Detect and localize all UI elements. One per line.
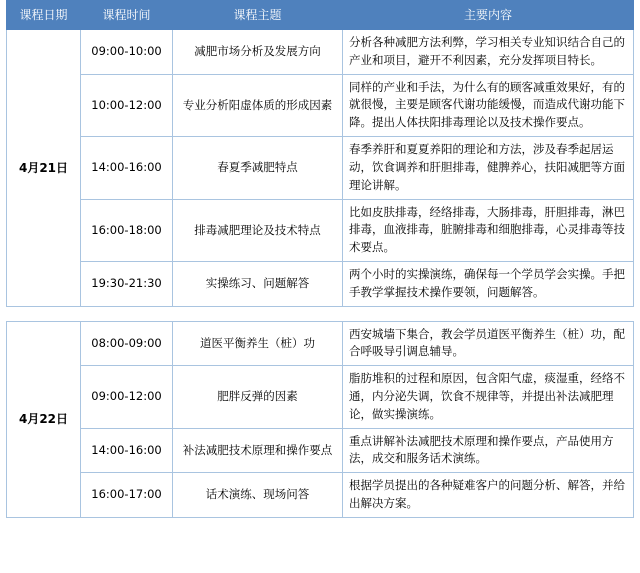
table-row <box>7 321 634 366</box>
date-cell-day2: 4月22日 <box>7 321 81 517</box>
table-row <box>7 199 634 261</box>
content-cell: 重点讲解补法减肥技术原理和操作要点，产品使用方法，成交和服务话术演练。 <box>343 428 634 473</box>
content-cell: 西安城墙下集合，教会学员道医平衡养生（桩）功，配合呼吸导引调息辅导。 <box>343 321 634 366</box>
topic-cell: 补法减肥技术原理和操作要点 <box>173 428 343 473</box>
content-cell: 春季养肝和夏夏养阳的理论和方法，涉及春季起居运动，饮食调养和肝胆排毒，健脾养心，扶阳减肥等方面理论讲解。 <box>343 137 634 199</box>
table-row <box>7 74 634 136</box>
topic-cell: 实操练习、问题解答 <box>173 261 343 306</box>
time-cell: 09:00-12:00 <box>81 366 173 428</box>
date-cell-day1: 4月21日 <box>7 30 81 307</box>
content-cell: 两个小时的实操演练，确保每一个学员学会实操。手把手教学掌握技术操作要领，问题解答。 <box>343 261 634 306</box>
time-cell: 14:00-16:00 <box>81 137 173 199</box>
time-cell: 16:00-17:00 <box>81 473 173 518</box>
time-cell: 16:00-18:00 <box>81 199 173 261</box>
content-cell: 同样的产业和手法，为什么有的顾客减重效果好，有的就很慢，主要是顾客代谢功能缓慢，而造成代谢功能下降。提出人体扶阳排毒理论以及技术操作要点。 <box>343 74 634 136</box>
table-row <box>7 473 634 518</box>
table-row <box>7 428 634 473</box>
header-course-time: 课程时间 <box>81 1 173 30</box>
content-cell: 根据学员提出的各种疑难客户的问题分析、解答，并给出解决方案。 <box>343 473 634 518</box>
table-row <box>7 137 634 199</box>
content-cell: 比如皮肤排毒，经络排毒，大肠排毒，肝胆排毒，淋巴排毒，血液排毒，脏腑排毒和细胞排毒，心灵排毒等技术要点。 <box>343 199 634 261</box>
time-cell: 14:00-16:00 <box>81 428 173 473</box>
topic-cell: 专业分析阳虚体质的形成因素 <box>173 74 343 136</box>
content-cell: 脂肪堆积的过程和原因，包含阳气虚，痰湿重，经络不通，内分泌失调，饮食不规律等，并提出补法减肥理论，做实操演练。 <box>343 366 634 428</box>
table-separator <box>0 307 640 321</box>
topic-cell: 道医平衡养生（桩）功 <box>173 321 343 366</box>
table-header-row <box>7 1 634 30</box>
topic-cell: 春夏季减肥特点 <box>173 137 343 199</box>
schedule-table-day1 <box>6 0 634 307</box>
topic-cell: 话术演练、现场问答 <box>173 473 343 518</box>
topic-cell: 肥胖反弹的因素 <box>173 366 343 428</box>
time-cell: 09:00-10:00 <box>81 30 173 75</box>
header-main-content: 主要内容 <box>343 1 634 30</box>
time-cell: 08:00-09:00 <box>81 321 173 366</box>
topic-cell: 排毒减肥理论及技术特点 <box>173 199 343 261</box>
header-course-date: 课程日期 <box>7 1 81 30</box>
time-cell: 19:30-21:30 <box>81 261 173 306</box>
table-row <box>7 30 634 75</box>
time-cell: 10:00-12:00 <box>81 74 173 136</box>
header-course-topic: 课程主题 <box>173 1 343 30</box>
content-cell: 分析各种减肥方法利弊，学习相关专业知识结合自己的产业和项目，避开不利因素，充分发挥项目特长。 <box>343 30 634 75</box>
table-row <box>7 366 634 428</box>
topic-cell: 减肥市场分析及发展方向 <box>173 30 343 75</box>
table-row <box>7 261 634 306</box>
schedule-table-day2 <box>6 321 634 518</box>
